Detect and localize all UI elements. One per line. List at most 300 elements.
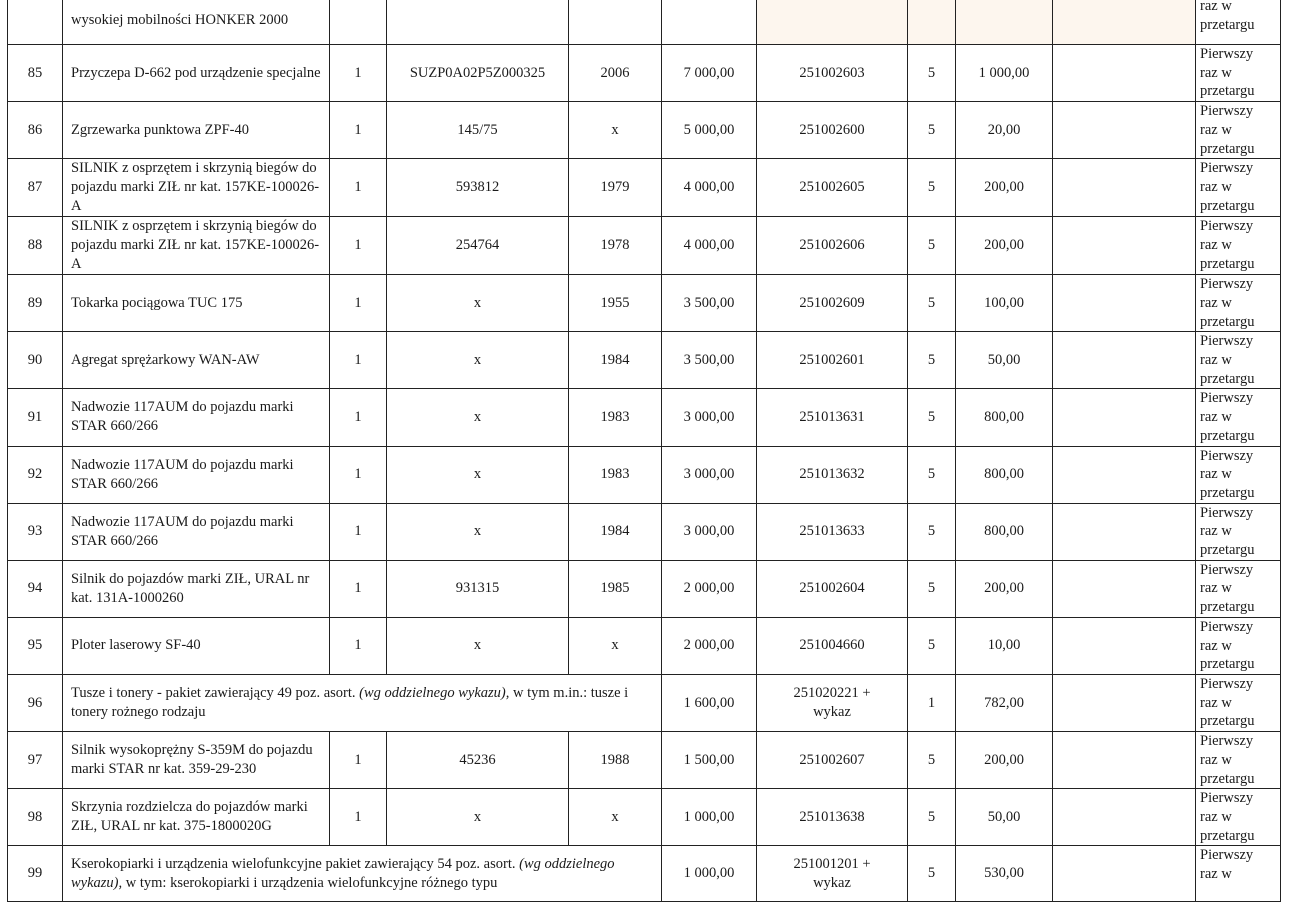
- cell-deposit: [956, 332, 1053, 389]
- table-row: [8, 846, 1281, 902]
- cell-name-text: Ploter laserowy SF-40: [71, 637, 201, 654]
- cell-status: [1196, 617, 1281, 674]
- cell-year-text: 1985: [600, 580, 630, 597]
- cell-year-text: x: [611, 637, 619, 654]
- cell-extra: [1053, 789, 1196, 846]
- table-row: [8, 617, 1281, 674]
- cell-lp-text: 95: [27, 637, 43, 654]
- cell-deposit: [956, 389, 1053, 446]
- cell-rate: [908, 0, 956, 45]
- cell-extra: [1053, 846, 1196, 902]
- cell-status-text: Pierwszy raz w przetargu: [1200, 504, 1255, 559]
- cell-price-text: 3 500,00: [683, 294, 735, 311]
- cell-status: [1196, 45, 1281, 102]
- cell-lp: [8, 45, 63, 102]
- cell-serial-text: x: [473, 466, 482, 483]
- cell-rate: [908, 503, 956, 560]
- cell-deposit-text: 100,00: [984, 294, 1024, 311]
- cell-rate: [908, 102, 956, 159]
- cell-year: [569, 389, 662, 446]
- cell-qty-text: 1: [354, 751, 362, 768]
- cell-rate: [908, 789, 956, 846]
- status-text: raz w przetargu: [1200, 0, 1255, 33]
- cell-qty: [330, 789, 387, 846]
- cell-rate: [908, 159, 956, 217]
- cell-name-text: Nadwozie 117AUM do pojazdu marki STAR 660/266: [71, 513, 294, 549]
- cell-code-text: 251013631: [799, 408, 865, 425]
- table-row: [8, 389, 1281, 446]
- cell-code-text: 251013638: [799, 808, 865, 825]
- cell-serial: [387, 617, 569, 674]
- cell-lp-text: 99: [27, 865, 43, 882]
- cell-year-text: x: [611, 808, 619, 825]
- cell-rate-text: 5: [927, 351, 936, 368]
- cell-qty-text: 1: [354, 523, 362, 540]
- cell-lp-text: 93: [27, 523, 43, 540]
- cell-code-text: 251020221 + wykaz: [793, 685, 871, 721]
- cell-qty-text: 1: [354, 179, 362, 196]
- cell-deposit: [956, 159, 1053, 217]
- auction-items-table: [7, 0, 1281, 902]
- cell-lp-text: 96: [27, 694, 43, 711]
- cell-status: [1196, 846, 1281, 902]
- cell-serial: [387, 275, 569, 332]
- cell-price-text: 2 000,00: [683, 637, 735, 654]
- cell-price-text: 1 000,00: [683, 808, 735, 825]
- cell-qty: [330, 732, 387, 789]
- cell-rate-text: 5: [927, 808, 936, 825]
- cell-status-text: Pierwszy raz w przetargu: [1200, 733, 1255, 787]
- table-row: [8, 332, 1281, 389]
- cell-serial-text: x: [473, 408, 482, 425]
- cell-code-text: 251002605: [799, 179, 865, 196]
- cell-code: [757, 560, 908, 617]
- cell-status: [1196, 159, 1281, 217]
- cell-price: [662, 217, 757, 275]
- cell-name: [63, 275, 330, 332]
- cell-rate: [908, 560, 956, 617]
- cell-lp: [8, 560, 63, 617]
- cell-rate: [908, 846, 956, 902]
- cell-code-text: 251002601: [799, 351, 865, 368]
- cell-code-text: 251002607: [799, 751, 865, 768]
- table-row: [8, 674, 1281, 731]
- cell-year: [569, 45, 662, 102]
- table-row: [8, 789, 1281, 846]
- cell-price: [662, 159, 757, 217]
- cell-price-text: 1 000,00: [683, 865, 735, 882]
- cell-serial: [387, 503, 569, 560]
- cell-lp-text: 97: [27, 751, 43, 768]
- cell-code: [757, 732, 908, 789]
- item-description-note: (wg oddzielnego wykazu),: [71, 855, 615, 891]
- cell-qty: [330, 617, 387, 674]
- cell-extra: [1053, 389, 1196, 446]
- cell-lp-text: 92: [27, 466, 43, 483]
- cell-deposit-text: 50,00: [987, 351, 1021, 368]
- cell-year-text: 2006: [600, 64, 630, 81]
- cell-lp: [8, 617, 63, 674]
- cell-year-text: 1983: [600, 466, 630, 483]
- cell-qty-text: 1: [354, 294, 362, 311]
- cell-extra: [1053, 159, 1196, 217]
- cell-price: [662, 389, 757, 446]
- cell-lp-text: 94: [27, 580, 43, 597]
- cell-year: [569, 617, 662, 674]
- cell-lp: [8, 732, 63, 789]
- cell-qty: [330, 332, 387, 389]
- cell-year-text: 1955: [600, 294, 630, 311]
- table-body: [8, 0, 1281, 902]
- cell-lp-text: 87: [27, 179, 43, 196]
- cell-rate: [908, 332, 956, 389]
- cell-name: [63, 503, 330, 560]
- cell-qty-text: 1: [354, 408, 362, 425]
- cell-serial: [387, 389, 569, 446]
- cell-price: [662, 789, 757, 846]
- cell-price: [662, 45, 757, 102]
- cell-name-text: Silnik do pojazdów marki ZIŁ, URAL nr kat. 131A-1000260: [71, 570, 310, 606]
- cell-status-text: Pierwszy raz w przetargu: [1200, 160, 1255, 214]
- cell-name: [63, 332, 330, 389]
- cell-rate-text: 5: [927, 408, 936, 425]
- cell-status-text: Pierwszy raz w przetargu: [1200, 103, 1255, 157]
- table-row: [8, 503, 1281, 560]
- cell-rate: [908, 732, 956, 789]
- cell-qty: [330, 45, 387, 102]
- cell-price-text: 3 500,00: [683, 351, 735, 368]
- cell-deposit-text: 200,00: [984, 580, 1024, 597]
- cell-name: [63, 789, 330, 846]
- cell-code: [757, 102, 908, 159]
- cell-extra: [1053, 732, 1196, 789]
- cell-rate-text: 1: [927, 694, 936, 711]
- cell-deposit-text: 50,00: [987, 808, 1021, 825]
- cell-year: [569, 217, 662, 275]
- cell-lp-text: 85: [27, 64, 43, 81]
- cell-serial-text: x: [473, 808, 482, 825]
- cell-name-merged: [63, 846, 662, 902]
- cell-qty: [330, 217, 387, 275]
- cell-deposit-text: 530,00: [984, 865, 1024, 882]
- cell-price: [662, 332, 757, 389]
- cell-deposit: [956, 217, 1053, 275]
- cell-name: [63, 560, 330, 617]
- cell-name-text: Skrzynia rozdzielcza do pojazdów marki ZIŁ, URAL nr kat. 375-1800020G: [71, 799, 308, 835]
- table-row: [8, 102, 1281, 159]
- cell-name-text: Agregat sprężarkowy WAN-AW: [71, 351, 260, 368]
- cell-qty-text: 1: [354, 466, 362, 483]
- cell-deposit-text: 200,00: [984, 237, 1024, 254]
- cell-year-text: x: [611, 121, 619, 138]
- cell-name-text: Nadwozie 117AUM do pojazdu marki STAR 660/266: [71, 456, 294, 492]
- cell-rate: [908, 617, 956, 674]
- cell-extra: [1053, 446, 1196, 503]
- cell-serial-text: 931315: [455, 580, 500, 597]
- cell-code: [757, 789, 908, 846]
- cell-price-text: 4 000,00: [683, 179, 735, 196]
- cell-name-text: Przyczepa D-662 pod urządzenie specjalne: [71, 64, 321, 81]
- cell-lp: [8, 217, 63, 275]
- cell-serial-text: x: [473, 637, 482, 654]
- cell-status-text: Pierwszy raz w przetargu: [1200, 46, 1255, 100]
- cell-serial-text: 145/75: [457, 121, 498, 138]
- cell-code: [757, 217, 908, 275]
- cell-name: wysokiej mobilności HONKER 2000: [63, 0, 330, 45]
- cell-deposit: [956, 732, 1053, 789]
- cell-price-text: 5 000,00: [683, 121, 735, 138]
- cell-serial: [387, 446, 569, 503]
- cell-qty-text: 1: [354, 351, 362, 368]
- cell-status: [1196, 503, 1281, 560]
- cell-extra: [1053, 674, 1196, 731]
- cell-status-text: Pierwszy raz w: [1200, 847, 1254, 883]
- cell-lp: [8, 789, 63, 846]
- cell-lp: [8, 674, 63, 731]
- cell-price: [662, 617, 757, 674]
- cell-name: [63, 389, 330, 446]
- cell-lp-text: 98: [27, 808, 43, 825]
- cell-name-text: Tokarka pociągowa TUC 175: [71, 294, 243, 311]
- cell-serial-text: 593812: [455, 179, 500, 196]
- cell-price-text: 2 000,00: [683, 580, 735, 597]
- cell-lp: [8, 503, 63, 560]
- cell-status: [1196, 217, 1281, 275]
- cell-year: [569, 159, 662, 217]
- cell-name-text: Zgrzewarka punktowa ZPF-40: [71, 121, 249, 138]
- cell-name: [63, 732, 330, 789]
- cell-name: [63, 102, 330, 159]
- cell-serial-text: x: [473, 523, 482, 540]
- cell-name-text: Nadwozie 117AUM do pojazdu marki STAR 660/266: [71, 399, 294, 435]
- cell-year-text: 1978: [600, 237, 630, 254]
- table-row: [8, 560, 1281, 617]
- cell-extra: [1053, 45, 1196, 102]
- cell-deposit-text: 10,00: [987, 637, 1021, 654]
- cell-rate-text: 5: [927, 751, 936, 768]
- cell-rate: [908, 674, 956, 731]
- cell-code: [757, 503, 908, 560]
- cell-rate-text: 5: [927, 294, 936, 311]
- cell-qty: [330, 503, 387, 560]
- cell-extra: [1053, 275, 1196, 332]
- cell-deposit-text: 200,00: [984, 751, 1024, 768]
- cell-deposit-text: 800,00: [984, 466, 1024, 483]
- cell-code-text: 251002603: [799, 64, 865, 81]
- cell-qty-text: 1: [354, 64, 362, 81]
- cell-code: [757, 617, 908, 674]
- cell-qty-text: 1: [354, 237, 362, 254]
- item-description-detail: w tym m.in.: tusze i tonery rożnego rodzaju: [71, 685, 629, 721]
- cell-price: [662, 560, 757, 617]
- cell-name: [63, 617, 330, 674]
- cell-year: [569, 102, 662, 159]
- cell-lp-text: 90: [27, 351, 43, 368]
- cell-status-text: Pierwszy raz w przetargu: [1200, 333, 1255, 387]
- cell-deposit: [956, 446, 1053, 503]
- cell-status: [1196, 332, 1281, 389]
- cell-status: [1196, 389, 1281, 446]
- cell-extra: [1053, 503, 1196, 560]
- cell-year-text: 1984: [600, 351, 630, 368]
- table-row: [8, 217, 1281, 275]
- cell-rate-text: 5: [927, 121, 936, 138]
- cell-price: [662, 446, 757, 503]
- cell-serial-text: 254764: [455, 237, 500, 254]
- cell-status: [1196, 560, 1281, 617]
- cell-lp-text: 91: [27, 408, 43, 425]
- cell-qty: [330, 446, 387, 503]
- cell-price-text: 3 000,00: [683, 523, 735, 540]
- cell-rate-text: 5: [927, 580, 936, 597]
- cell-qty: [330, 0, 387, 45]
- cell-deposit-text: 200,00: [984, 179, 1024, 196]
- cell-deposit: [956, 617, 1053, 674]
- cell-lp: [8, 102, 63, 159]
- cell-price-text: 3 000,00: [683, 408, 735, 425]
- cell-price: [662, 102, 757, 159]
- cell-serial-text: x: [473, 294, 482, 311]
- cell-price-text: 1 500,00: [683, 751, 735, 768]
- cell-rate: [908, 275, 956, 332]
- cell-code: [757, 332, 908, 389]
- cell-code: [757, 446, 908, 503]
- cell-price-text: 3 000,00: [683, 466, 735, 483]
- cell-deposit-text: 800,00: [984, 523, 1024, 540]
- cell-deposit: [956, 45, 1053, 102]
- table-row-continued: [8, 0, 1281, 45]
- cell-price-text: 7 000,00: [683, 64, 735, 81]
- cell-year: [569, 0, 662, 45]
- cell-deposit: [956, 275, 1053, 332]
- cell-rate-text: 5: [927, 466, 936, 483]
- cell-price: [662, 0, 757, 45]
- cell-extra: [1053, 102, 1196, 159]
- cell-rate-text: 5: [927, 523, 936, 540]
- cell-lp: [8, 446, 63, 503]
- cell-qty: [330, 275, 387, 332]
- cell-status-text: Pierwszy raz w przetargu: [1200, 218, 1255, 272]
- cell-lp-text: 88: [27, 237, 43, 254]
- cell-rate: [908, 217, 956, 275]
- cell-price: [662, 275, 757, 332]
- cell-code-text: 251013632: [799, 466, 865, 483]
- cell-price: [662, 503, 757, 560]
- cell-status: [1196, 732, 1281, 789]
- cell-year-text: 1983: [600, 408, 630, 425]
- cell-name: [63, 45, 330, 102]
- cell-year: [569, 503, 662, 560]
- cell-year: [569, 275, 662, 332]
- cell-deposit: [956, 503, 1053, 560]
- cell-deposit: [956, 0, 1053, 45]
- cell-code: [757, 275, 908, 332]
- cell-code: [757, 846, 908, 902]
- cell-lp: [8, 846, 63, 902]
- cell-status: [1196, 0, 1281, 45]
- cell-status-text: Pierwszy raz w przetargu: [1200, 618, 1255, 673]
- cell-code: [757, 674, 908, 731]
- cell-rate: [908, 389, 956, 446]
- cell-serial: [387, 789, 569, 846]
- cell-name-text: SILNIK z osprzętem i skrzynią biegów do pojazdu marki ZIŁ nr kat. 157KE-100026-A: [71, 218, 320, 273]
- table-row: [8, 159, 1281, 217]
- cell-deposit: [956, 846, 1053, 902]
- cell-name-text: Silnik wysokoprężny S-359M do pojazdu marki STAR nr kat. 359-29-230: [71, 742, 313, 778]
- cell-year: [569, 332, 662, 389]
- cell-extra: [1053, 217, 1196, 275]
- cell-year: [569, 446, 662, 503]
- cell-name-text: SILNIK z osprzętem i skrzynią biegów do pojazdu marki ZIŁ nr kat. 157KE-100026-A: [71, 160, 320, 215]
- cell-year: [569, 732, 662, 789]
- auction-items-table-wrapper: [7, 0, 1281, 902]
- cell-qty: [330, 389, 387, 446]
- cell-serial: [387, 0, 569, 45]
- cell-code: [757, 389, 908, 446]
- cell-lp-text: 89: [27, 294, 43, 311]
- cell-serial: [387, 159, 569, 217]
- table-row: [8, 275, 1281, 332]
- cell-code-text: 251002609: [799, 294, 865, 311]
- item-description: Kserokopiarki i urządzenia wielofunkcyjne pakiet zawierający 54 poz. asort.: [71, 855, 520, 872]
- cell-serial: [387, 217, 569, 275]
- cell-qty-text: 1: [354, 121, 362, 138]
- cell-lp: [8, 0, 63, 45]
- cell-serial-text: 45236: [459, 751, 496, 768]
- cell-name-merged: [63, 674, 662, 731]
- cell-year: [569, 560, 662, 617]
- cell-name: [63, 159, 330, 217]
- cell-price-text: 1 600,00: [683, 694, 735, 711]
- cell-code-text: 251001201 + wykaz: [793, 855, 871, 891]
- cell-lp: [8, 275, 63, 332]
- cell-serial: [387, 102, 569, 159]
- cell-deposit: [956, 789, 1053, 846]
- cell-qty: [330, 560, 387, 617]
- cell-deposit: [956, 560, 1053, 617]
- cell-extra: [1053, 0, 1196, 45]
- cell-code-text: 251013633: [799, 523, 865, 540]
- cell-price: [662, 846, 757, 902]
- cell-serial: [387, 732, 569, 789]
- cell-deposit-text: 800,00: [984, 408, 1024, 425]
- cell-qty-text: 1: [354, 580, 362, 597]
- cell-status: [1196, 275, 1281, 332]
- cell-qty: [330, 159, 387, 217]
- cell-name: [63, 446, 330, 503]
- cell-status-text: Pierwszy raz w przetargu: [1200, 675, 1255, 730]
- cell-code-text: 251002604: [799, 580, 865, 597]
- cell-extra: [1053, 560, 1196, 617]
- cell-code-text: 251004660: [799, 637, 865, 654]
- table-row: [8, 732, 1281, 789]
- cell-deposit-text: 782,00: [984, 694, 1024, 711]
- cell-rate-text: 5: [927, 865, 936, 882]
- cell-status: [1196, 789, 1281, 846]
- cell-code-text: 251002606: [799, 237, 865, 254]
- cell-status-text: Pierwszy raz w przetargu: [1200, 276, 1255, 330]
- cell-code: [757, 159, 908, 217]
- cell-rate-text: 5: [927, 64, 936, 81]
- cell-lp-text: 86: [27, 121, 43, 138]
- cell-rate: [908, 45, 956, 102]
- cell-qty: [330, 102, 387, 159]
- cell-status-text: Pierwszy raz w przetargu: [1200, 561, 1255, 616]
- item-description: Tusze i tonery - pakiet zawierający 49 poz. asort.: [71, 685, 360, 702]
- item-description-note: (wg oddzielnego wykazu),: [359, 685, 510, 702]
- cell-extra: [1053, 617, 1196, 674]
- cell-rate: [908, 446, 956, 503]
